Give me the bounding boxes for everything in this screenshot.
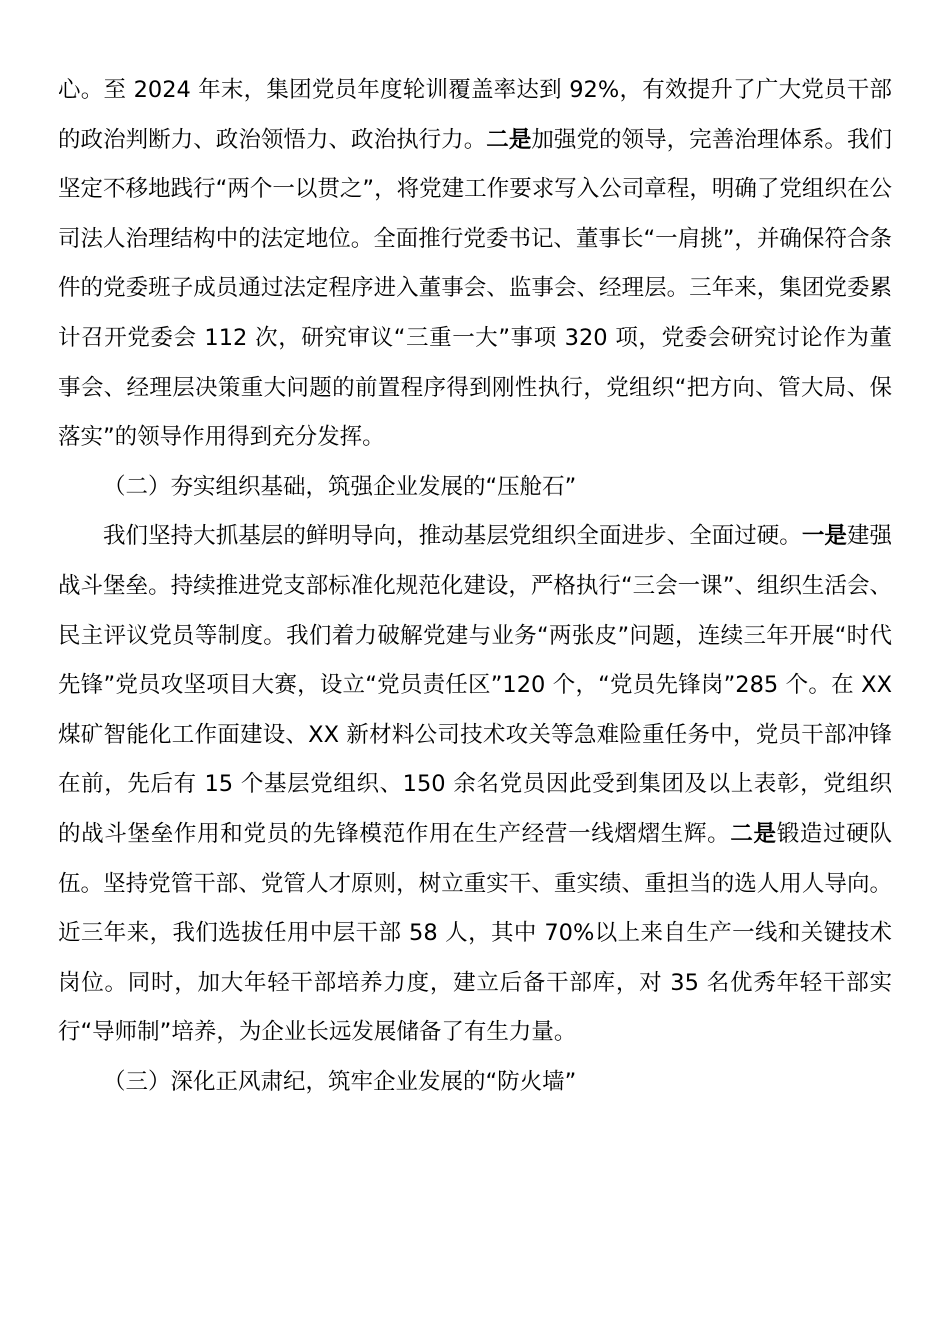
paragraph-governance: [58, 66, 892, 463]
bold-ordinal: 一是: [801, 523, 847, 550]
paragraph-text: 我们坚持大抓基层的鲜明导向，推动基层党组织全面进步、全面过硬。: [103, 523, 802, 550]
paragraph-text: 锻造过硬队伍。坚持党管干部、党管人才原则，树立重实干、重实绩、重担当的选人用人导向。近三年来，我们选拔任用中层干部 58 人，其中 70%以上来自生产一线和关键技术岗位。同时，加大年轻干部培养力度，建立后备干部库，对 35 名优秀年轻干部实行“导师制”培养，为企业长远发展储备了有生力量。: [58, 820, 892, 1046]
paragraph-text: 建强战斗堡垒。持续推进党支部标准化规范化建设，严格执行“三会一课”、组织生活会、民主评议党员等制度。我们着力破解党建与业务“两张皮”问题，连续三年开展“时代先锋”党员攻坚项目大赛，设立“党员责任区”120 个，“党员先锋岗”285 个。在 XX 煤矿智能化工作面建设、XX 新材料公司技术攻关等急难险重任务中，党员干部冲锋在前，先后有 15 个基层党组织、150 余名党员因此受到集团及以上表彰，党组织的战斗堡垒作用和党员的先锋模范作用在生产经营一线熠熠生辉。: [58, 523, 892, 847]
paragraph-grassroots: [58, 512, 892, 1058]
paragraph-text: 心。至 2024 年末，集团党员年度轮训覆盖率达到 92%，有效提升了广大党员干部的政治判断力、政治领悟力、政治执行力。: [58, 77, 892, 153]
bold-ordinal: 二是: [486, 126, 532, 153]
paragraph-text: 加强党的领导，完善治理体系。我们坚定不移地践行“两个一以贯之”，将党建工作要求写入公司章程，明确了党组织在公司法人治理结构中的法定地位。全面推行党委书记、董事长“一肩挑”，并确保符合条件的党委班子成员通过法定程序进入董事会、监事会、经理层。三年来，集团党委累计召开党委会 112 次，研究审议“三重一大”事项 320 项，党委会研究讨论作为董事会、经理层决策重大问题的前置程序得到刚性执行，党组织“把方向、管大局、保落实”的领导作用得到充分发挥。: [58, 126, 892, 451]
section-heading-2: （二）夯实组织基础，筑强企业发展的“压舱石”: [103, 473, 577, 500]
section-heading-3: （三）深化正风肃纪，筑牢企业发展的“防火墙”: [103, 1068, 577, 1095]
document-page: [58, 66, 892, 1107]
bold-ordinal: 二是: [730, 820, 777, 847]
